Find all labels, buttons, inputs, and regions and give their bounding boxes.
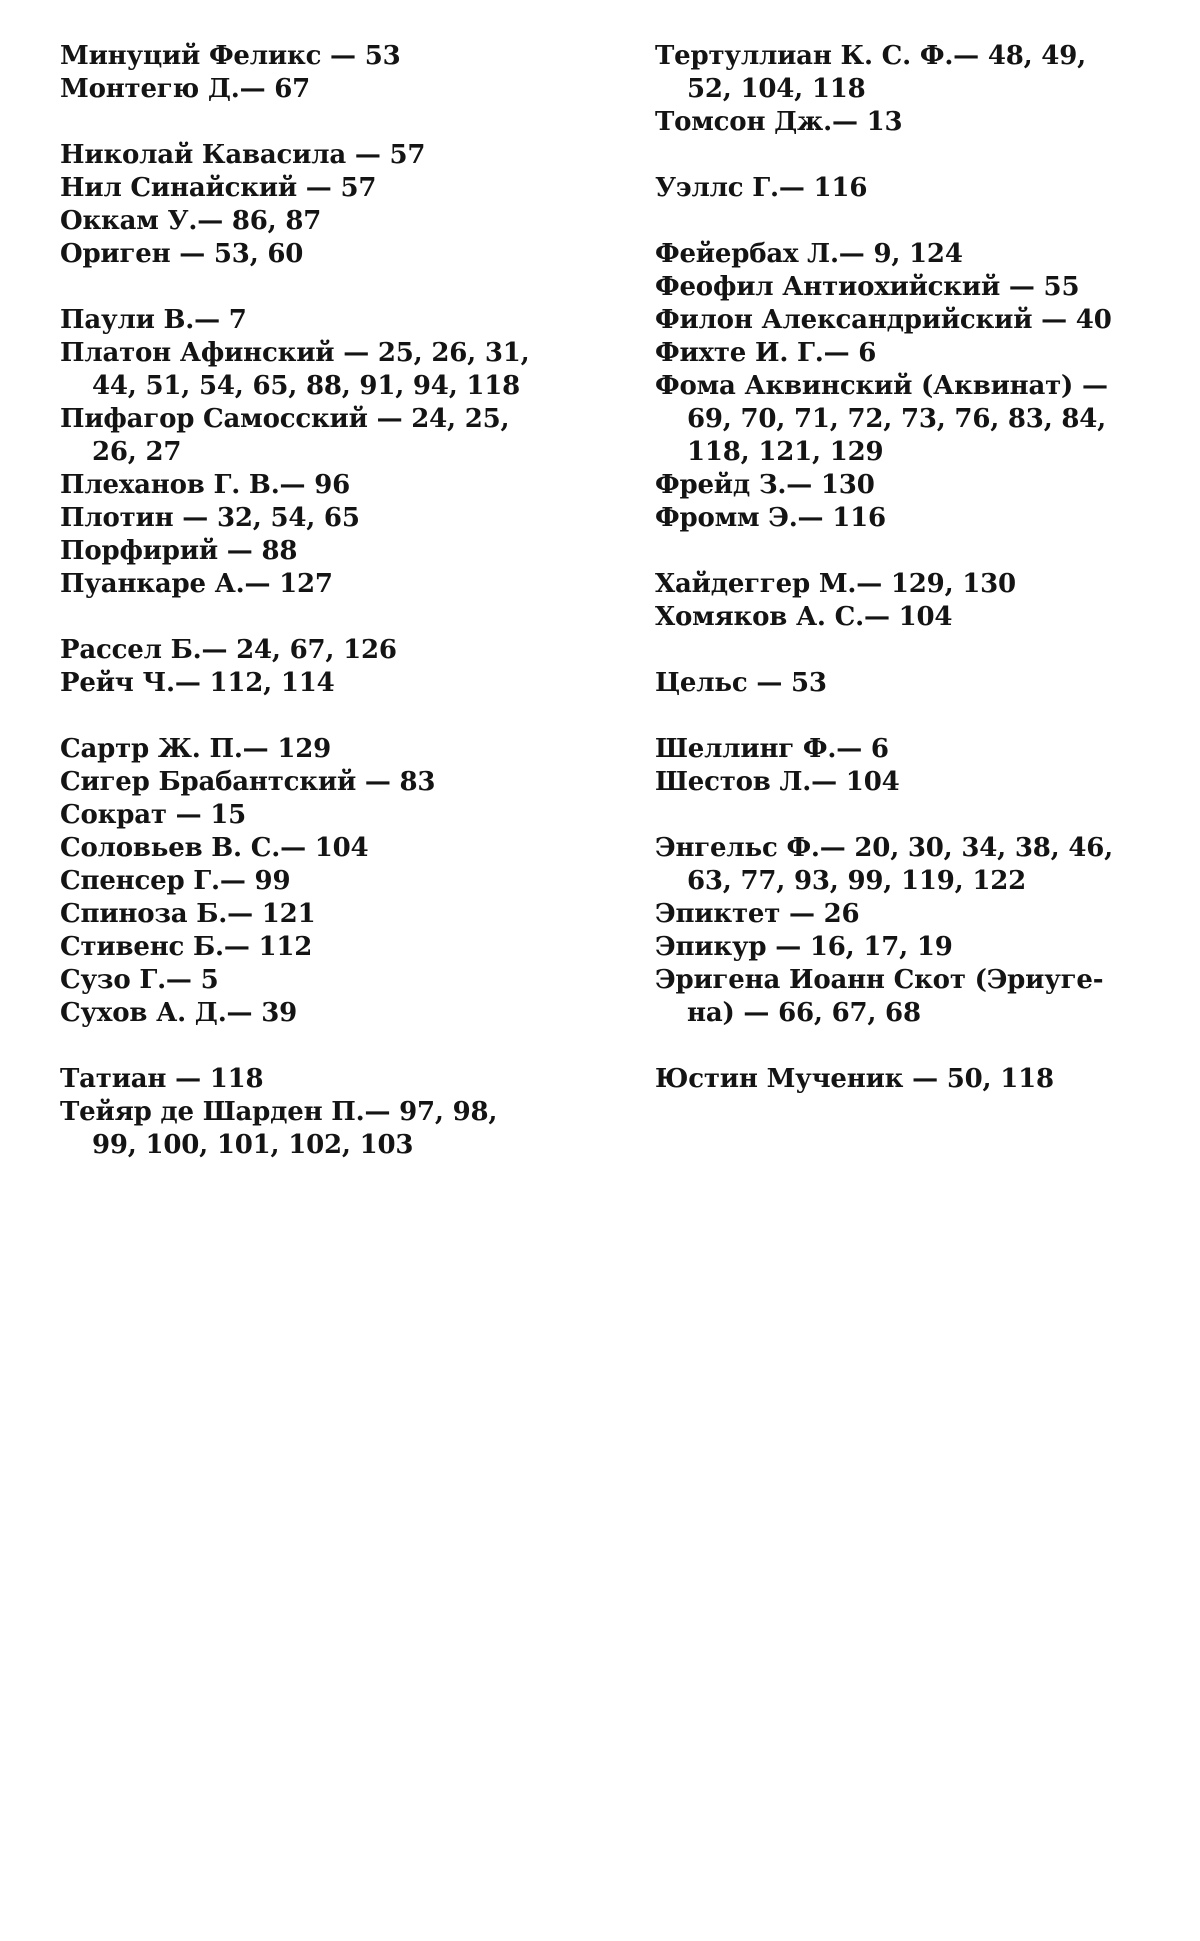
index-entry-continuation: на) — 66, 67, 68 (687, 998, 921, 1028)
index-group (60, 139, 560, 271)
index-entry-line: Энгельс Ф.— 20, 30, 34, 38, 46, (655, 833, 1113, 863)
index-entry: Спенсер Г.— 99 (60, 866, 291, 896)
index-entry-line: Пифагор Самосский — 24, 25, (60, 404, 510, 434)
index-group (655, 1063, 1155, 1096)
index-column-left (60, 40, 560, 1195)
index-entry: Сухов А. Д.— 39 (60, 998, 297, 1028)
index-entry: Монтегю Д.— 67 (60, 74, 311, 104)
index-group (60, 304, 560, 601)
index-entry-continuation: 52, 104, 118 (687, 74, 866, 104)
index-entry: Юстин Мученик — 50, 118 (655, 1064, 1054, 1094)
index-group (60, 733, 560, 1030)
index-entry: Соловьев В. С.— 104 (60, 833, 369, 863)
index-entry: Фейербах Л.— 9, 124 (655, 239, 963, 269)
index-entry: Цельс — 53 (655, 668, 827, 698)
index-entry: Пуанкаре А.— 127 (60, 569, 333, 599)
index-entry (655, 832, 1155, 898)
index-entry: Сократ — 15 (60, 800, 247, 830)
index-entry (60, 1096, 560, 1162)
index-column-right (655, 40, 1155, 1129)
index-entry-continuation: 26, 27 (92, 437, 182, 467)
index-entry-continuation: 69, 70, 71, 72, 73, 76, 83, 84, (687, 404, 1107, 434)
index-entry (60, 337, 560, 403)
index-entry: Томсон Дж.— 13 (655, 107, 903, 137)
index-entry-line: Эригена Иоанн Скот (Эриуге- (655, 965, 1104, 995)
index-entry: Филон Александрийский — 40 (655, 305, 1112, 335)
index-entry: Шестов Л.— 104 (655, 767, 900, 797)
index-group (655, 238, 1155, 535)
index-group (655, 40, 1155, 139)
index-entry: Рейч Ч.— 112, 114 (60, 668, 335, 698)
index-group (655, 172, 1155, 205)
index-entry: Сартр Ж. П.— 129 (60, 734, 332, 764)
index-entry: Феофил Антиохийский — 55 (655, 272, 1080, 302)
index-entry: Хомяков А. С.— 104 (655, 602, 953, 632)
index-entry: Ориген — 53, 60 (60, 239, 304, 269)
index-entry: Спиноза Б.— 121 (60, 899, 316, 929)
index-entry: Хайдеггер М.— 129, 130 (655, 569, 1016, 599)
index-entry (655, 964, 1155, 1030)
index-group (655, 733, 1155, 799)
index-entry: Нил Синайский — 57 (60, 173, 377, 203)
index-entry (60, 403, 560, 469)
index-group (60, 634, 560, 700)
index-entry: Рассел Б.— 24, 67, 126 (60, 635, 397, 665)
index-entry: Паули В.— 7 (60, 305, 247, 335)
index-entry: Шеллинг Ф.— 6 (655, 734, 889, 764)
index-entry (655, 40, 1155, 106)
index-group (655, 667, 1155, 700)
index-entry: Плеханов Г. В.— 96 (60, 470, 350, 500)
index-group (655, 568, 1155, 634)
index-entry-line: Платон Афинский — 25, 26, 31, (60, 338, 530, 368)
index-entry-continuation: 99, 100, 101, 102, 103 (92, 1130, 414, 1160)
index-entry: Эпикур — 16, 17, 19 (655, 932, 953, 962)
index-entry-line: Фома Аквинский (Аквинат) — (655, 371, 1108, 401)
index-group (655, 832, 1155, 1030)
index-entry: Сигер Брабантский — 83 (60, 767, 436, 797)
index-entry: Эпиктет — 26 (655, 899, 860, 929)
index-entry: Стивенс Б.— 112 (60, 932, 313, 962)
index-entry-continuation: 118, 121, 129 (687, 437, 884, 467)
index-entry: Фромм Э.— 116 (655, 503, 886, 533)
index-group (60, 40, 560, 106)
index-entry: Оккам У.— 86, 87 (60, 206, 322, 236)
index-entry (655, 370, 1155, 469)
index-group (60, 1063, 560, 1162)
index-entry: Минуций Феликс — 53 (60, 41, 401, 71)
index-entry: Уэллс Г.— 116 (655, 173, 868, 203)
index-entry: Фихте И. Г.— 6 (655, 338, 877, 368)
index-entry: Плотин — 32, 54, 65 (60, 503, 360, 533)
index-entry-continuation: 63, 77, 93, 99, 119, 122 (687, 866, 1026, 896)
index-entry-line: Тейяр де Шарден П.— 97, 98, (60, 1097, 498, 1127)
index-entry-continuation: 44, 51, 54, 65, 88, 91, 94, 118 (92, 371, 521, 401)
index-entry: Николай Кавасила — 57 (60, 140, 426, 170)
index-entry-line: Тертуллиан К. С. Ф.— 48, 49, (655, 41, 1086, 71)
index-entry: Сузо Г.— 5 (60, 965, 219, 995)
index-entry: Татиан — 118 (60, 1064, 264, 1094)
index-entry: Порфирий — 88 (60, 536, 298, 566)
index-entry: Фрейд З.— 130 (655, 470, 875, 500)
